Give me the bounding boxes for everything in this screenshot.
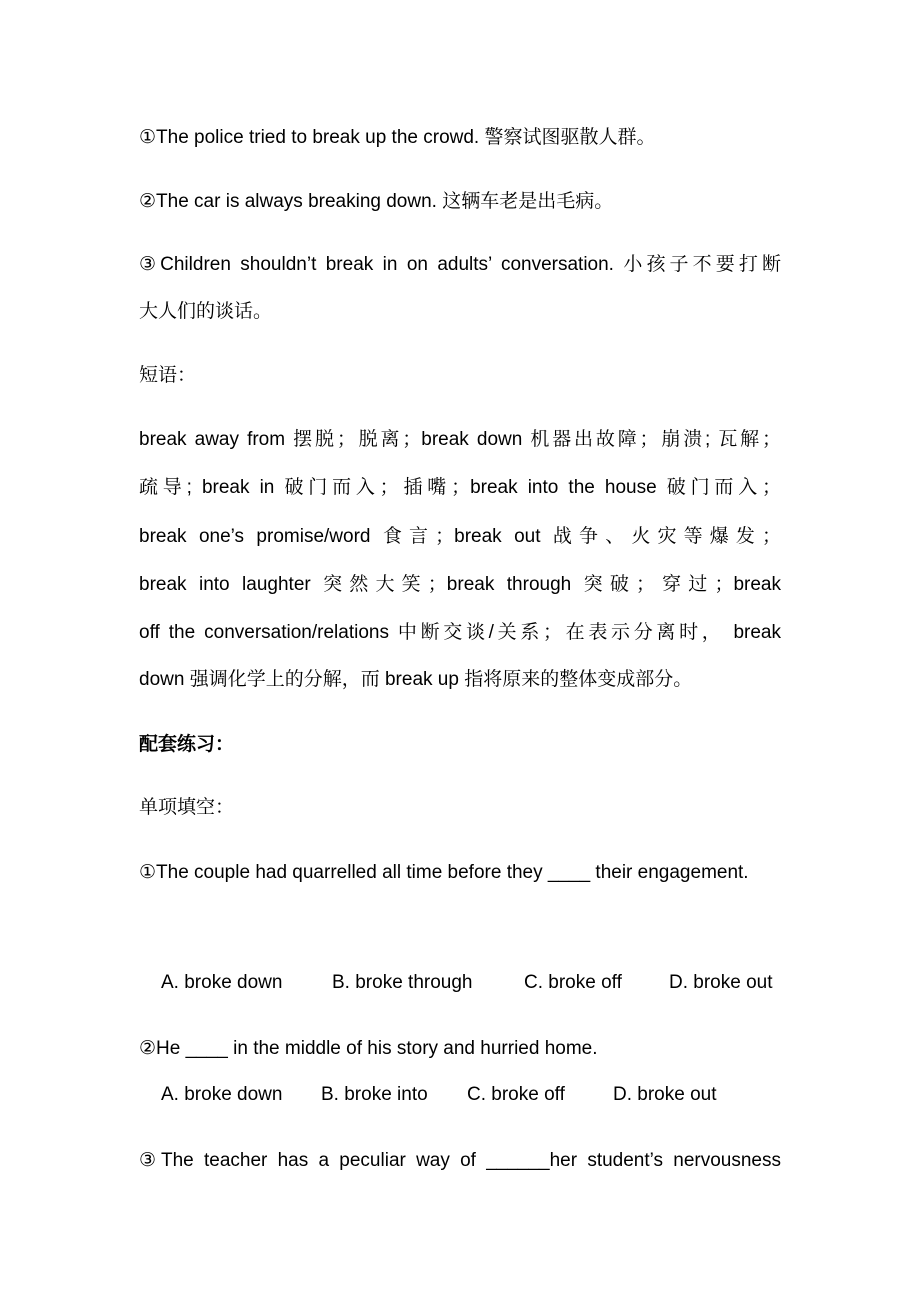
question-1-option-d: D. broke out bbox=[669, 972, 773, 993]
phrase-line-6: down 强调化学上的分解，而 break up 指将原来的整体变成部分。 bbox=[139, 669, 693, 690]
example-sentence-3: ③Children shouldn’t break in on adults’ conversation. 小孩子不要打断 bbox=[139, 254, 781, 275]
phrase-line-4: break into laughter 突然大笑；break through 突破；穿过；break bbox=[139, 574, 781, 595]
example-sentence-1: ①The police tried to break up the crowd. 警察试图驱散人群。 bbox=[139, 127, 656, 148]
example-sentence-3-continued: 大人们的谈话。 bbox=[139, 301, 273, 322]
phrases-heading: 短语： bbox=[139, 365, 197, 386]
question-3-stem: ③The teacher has a peculiar way of ______her student’s nervousness bbox=[139, 1150, 781, 1171]
example-sentence-2: ②The car is always breaking down. 这辆车老是出毛病。 bbox=[139, 191, 614, 212]
question-2-stem: ②He ____ in the middle of his story and hurried home. bbox=[139, 1038, 598, 1059]
question-2-option-d: D. broke out bbox=[613, 1084, 717, 1105]
phrase-line-1: break away from 摆脱；脱离；break down 机器出故障；崩溃; 瓦解； bbox=[139, 429, 781, 450]
question-1-option-a: A. broke down bbox=[161, 972, 283, 993]
question-1-stem: ①The couple had quarrelled all time before they ____ their engagement. bbox=[139, 862, 749, 883]
fill-in-heading: 单项填空： bbox=[139, 797, 235, 818]
exercise-heading: 配套练习： bbox=[139, 734, 235, 755]
question-1-option-c: C. broke off bbox=[524, 972, 622, 993]
question-2-option-c: C. broke off bbox=[467, 1084, 565, 1105]
question-1-option-b: B. broke through bbox=[332, 972, 473, 993]
phrase-line-2: 疏导; break in 破门而入；插嘴；break into the house 破门而入； bbox=[139, 477, 781, 498]
phrase-line-3: break one’s promise/word 食言；break out 战争、火灾等爆发； bbox=[139, 526, 781, 547]
phrase-line-5: off the conversation/relations 中断交谈/关系；在表示分离时， break bbox=[139, 622, 781, 643]
question-2-option-a: A. broke down bbox=[161, 1084, 283, 1105]
question-2-option-b: B. broke into bbox=[321, 1084, 428, 1105]
